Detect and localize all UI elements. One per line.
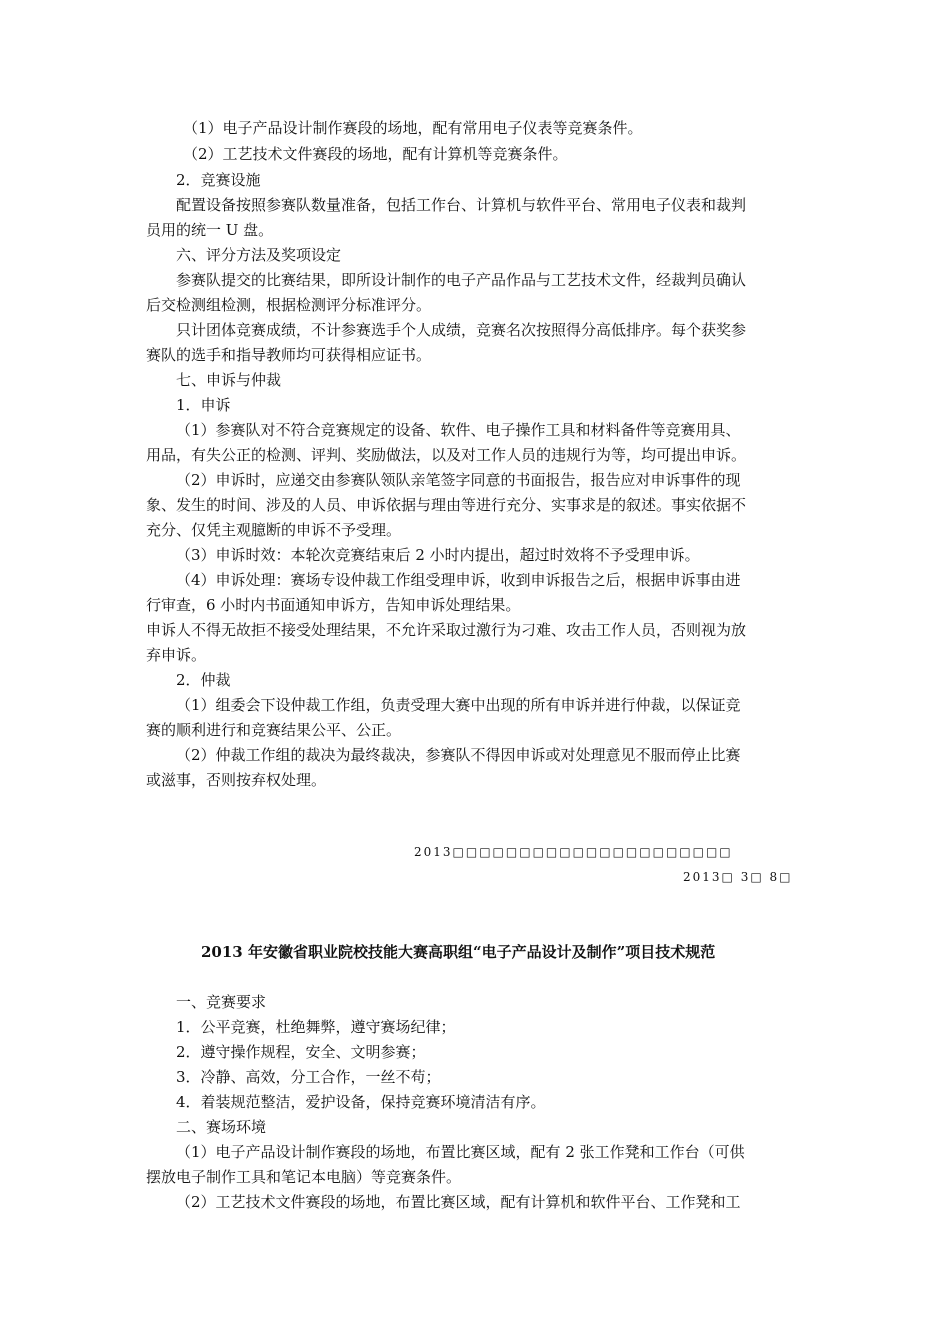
list-item: 4．着装规范整洁，爱护设备，保持竞赛环境清洁有序。 [176, 1093, 546, 1111]
signature-date: 2013□ 3□ 8□ [683, 870, 793, 884]
section-heading: 一、竞赛要求 [176, 993, 267, 1011]
paragraph-line: 员用的统一 U 盘。 [146, 221, 274, 239]
paragraph-line: （2）工艺技术文件赛段的场地，布置比赛区域，配有计算机和软件平台、工作凳和工 [176, 1193, 741, 1211]
paragraph-line: （2）仲裁工作组的裁决为最终裁决，参赛队不得因申诉或对处理意见不服而停止比赛 [176, 746, 741, 764]
paragraph-line: 后交检测组检测，根据检测评分标准评分。 [146, 296, 432, 314]
section-heading: 1．申诉 [176, 396, 231, 414]
section-heading: 二、赛场环境 [176, 1118, 267, 1136]
paragraph-line: 赛队的选手和指导教师均可获得相应证书。 [146, 346, 432, 364]
section-heading: 六、评分方法及奖项设定 [176, 246, 342, 264]
paragraph-line: 赛的顺利进行和竞赛结果公平、公正。 [146, 721, 402, 739]
section-heading: 七、申诉与仲裁 [176, 371, 282, 389]
paragraph-line: （1）参赛队对不符合竞赛规定的设备、软件、电子操作工具和材料备件等竞赛用具、 [176, 421, 741, 439]
paragraph-line: （1）组委会下设仲裁工作组，负责受理大赛中出现的所有申诉并进行仲裁，以保证竞 [176, 696, 741, 714]
paragraph-line: 行审查，6 小时内书面通知申诉方，告知申诉处理结果。 [146, 596, 521, 614]
paragraph-line: 用品，有失公正的检测、评判、奖励做法，以及对工作人员的违规行为等，均可提出申诉。 [146, 446, 747, 464]
paragraph-line: 充分、仅凭主观臆断的申诉不予受理。 [146, 521, 402, 539]
paragraph-line: （4）申诉处理：赛场专设仲裁工作组受理申诉，收到申诉报告之后，根据申诉事由进 [176, 571, 741, 589]
list-item: 3．冷静、高效，分工合作，一丝不苟； [176, 1068, 441, 1086]
paragraph-line: 弃申诉。 [146, 646, 207, 664]
paragraph-line: 摆放电子制作工具和笔记本电脑）等竞赛条件。 [146, 1168, 462, 1186]
paragraph-line: （1）电子产品设计制作赛段的场地，配有常用电子仪表等竞赛条件。 [183, 119, 643, 137]
spec-title: 2013 年安徽省职业院校技能大赛高职组“电子产品设计及制作”项目技术规范 [201, 943, 716, 961]
paragraph-line: （2）工艺技术文件赛段的场地，配有计算机等竞赛条件。 [183, 145, 568, 163]
paragraph-line: 配置设备按照参赛队数量准备，包括工作台、计算机与软件平台、常用电子仪表和裁判 [176, 196, 747, 214]
paragraph-line: 象、发生的时间、涉及的人员、申诉依据与理由等进行充分、实事求是的叙述。事实依据不 [146, 496, 747, 514]
paragraph-line: （1）电子产品设计制作赛段的场地，布置比赛区域，配有 2 张工作凳和工作台（可供 [176, 1143, 745, 1161]
paragraph-line: （2）申诉时，应递交由参赛队领队亲笔签字同意的书面报告，报告应对申诉事件的现 [176, 471, 741, 489]
list-item: 2．遵守操作规程，安全、文明参赛； [176, 1043, 426, 1061]
section-heading: 2．竞赛设施 [176, 171, 261, 189]
list-item: 1．公平竞赛，杜绝舞弊，遵守赛场纪律； [176, 1018, 456, 1036]
section-heading: 2．仲裁 [176, 671, 231, 689]
paragraph-line: 申诉人不得无故拒不接受处理结果，不允许采取过激行为刁难、攻击工作人员，否则视为放 [146, 621, 747, 639]
paragraph-line: 参赛队提交的比赛结果，即所设计制作的电子产品作品与工艺技术文件，经裁判员确认 [176, 271, 747, 289]
paragraph-line: （3）申诉时效：本轮次竞赛结束后 2 小时内提出，超过时效将不予受理申诉。 [176, 546, 700, 564]
signature-organization: 2013□□□□□□□□□□□□□□□□□□□□□ [414, 845, 733, 859]
paragraph-line: 或滋事，否则按弃权处理。 [146, 771, 327, 789]
paragraph-line: 只计团体竞赛成绩，不计参赛选手个人成绩，竞赛名次按照得分高低排序。每个获奖参 [176, 321, 747, 339]
